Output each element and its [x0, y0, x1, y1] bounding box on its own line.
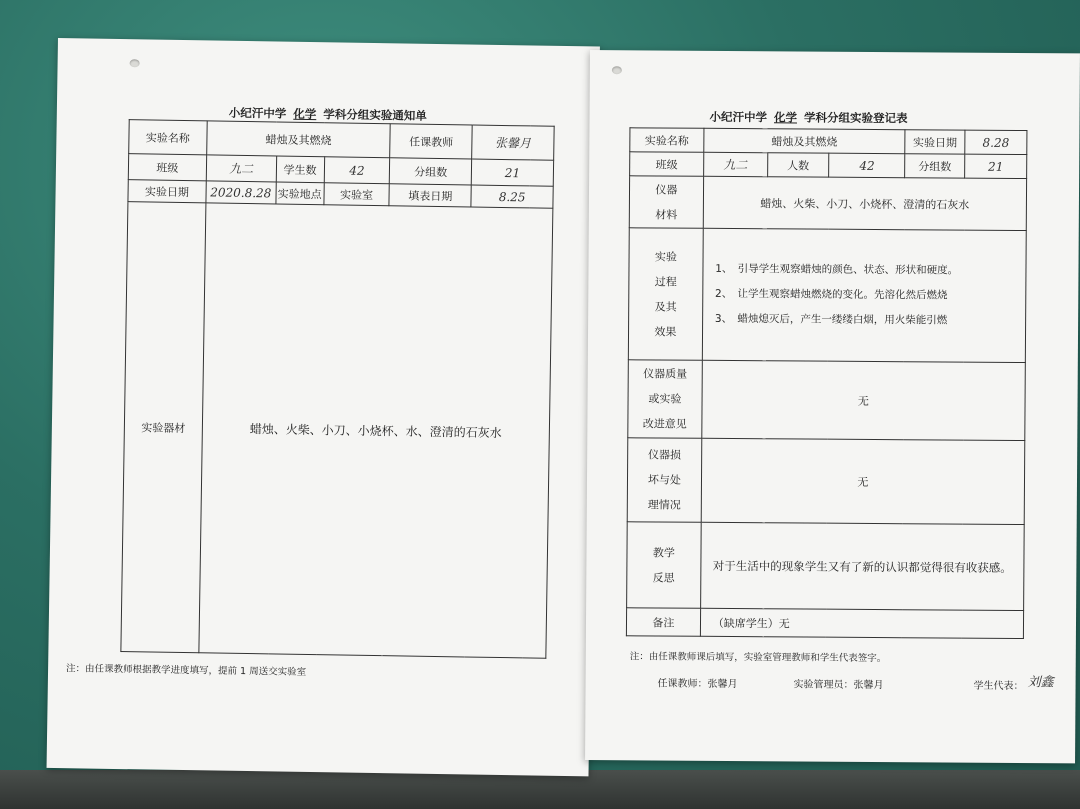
teacher-signature-line: 任课教师：张馨月	[657, 678, 738, 691]
value-remarks: （缺席学生）无	[700, 608, 1023, 638]
lab-manager-line: 实验管理员：张馨月	[793, 679, 884, 692]
label-instruments	[629, 176, 703, 229]
value-damage: 无	[701, 438, 1025, 524]
value-people-count: 42	[829, 153, 905, 178]
value-student-count: 42	[324, 157, 390, 184]
form-name: 学科分组实验通知单	[323, 107, 427, 123]
label-teacher: 任课教师	[390, 124, 472, 159]
label-line: 仪器	[655, 182, 678, 197]
value-group-count: 21	[471, 159, 553, 186]
label-line: 反思	[652, 570, 675, 585]
label-line: 或实验	[648, 392, 682, 406]
label-student-count: 学生数	[276, 156, 324, 183]
label-class: 班级	[630, 152, 704, 177]
label-line: 仪器损	[648, 448, 682, 462]
process-step: 2、 让学生观察蜡烛燃烧的变化。先溶化然后燃烧	[715, 287, 948, 302]
school-name: 小纪汗中学	[228, 105, 287, 121]
table-edge	[0, 770, 1080, 809]
value-experiment-date: 2020.8.28	[206, 181, 276, 204]
subject: 化学	[293, 106, 317, 122]
label-line: 教学	[652, 545, 675, 560]
school-name: 小纪汗中学	[709, 109, 768, 125]
label-class: 班级	[128, 154, 206, 181]
value-process	[702, 228, 1026, 362]
label-experiment-name: 实验名称	[129, 120, 207, 155]
registration-title	[709, 109, 907, 126]
label-process	[628, 228, 703, 361]
process-step: 1、 引导学生观察蜡烛的颜色、状态、形状和硬度。	[715, 262, 959, 277]
notice-sheet	[47, 38, 600, 776]
label-line: 改进意见	[642, 417, 687, 431]
label-quality	[628, 360, 702, 439]
value-class: 九二	[703, 152, 767, 176]
value-reflection: 对于生活中的现象学生又有了新的认识都觉得很有收获感。	[700, 522, 1024, 610]
label-remarks: 备注	[626, 608, 700, 637]
label-line: 材料	[655, 207, 678, 222]
registration-footnote: 注：由任课教师课后填写，实验室管理教师和学生代表签字。	[629, 651, 887, 665]
value-quality: 无	[702, 360, 1026, 440]
label-experiment-date: 实验日期	[128, 180, 206, 203]
label-equipment: 实验器材	[121, 202, 206, 653]
subject: 化学	[774, 110, 798, 125]
label-line: 及其	[654, 299, 677, 314]
label-line: 实验	[654, 249, 677, 264]
label-damage	[627, 438, 701, 523]
student-rep-label: 学生代表：	[973, 680, 1024, 693]
process-step: 3、 蜡烛熄灭后，产生一缕缕白烟，用火柴能引燃	[714, 312, 948, 327]
registration-table	[626, 127, 1028, 639]
punch-hole	[612, 66, 622, 74]
value-experiment-date: 8.28	[965, 130, 1027, 154]
form-name: 学科分组实验登记表	[804, 110, 908, 126]
student-rep-signature: 刘鑫	[1027, 675, 1054, 691]
label-group-count: 分组数	[905, 154, 965, 178]
value-group-count: 21	[965, 154, 1027, 178]
label-line: 效果	[654, 324, 677, 339]
notice-footnote: 注：由任课教师根据教学进度填写，提前 1 周送交实验室	[66, 663, 307, 678]
value-class: 九二	[206, 155, 276, 182]
label-line: 仪器质量	[643, 367, 688, 381]
value-instruments: 蜡烛、火柴、小刀、小烧杯、澄清的石灰水	[703, 176, 1027, 230]
label-experiment-name: 实验名称	[630, 128, 704, 153]
teacher-signature: 张馨月	[472, 125, 554, 160]
value-location: 实验室	[324, 183, 390, 206]
notice-table	[120, 119, 554, 659]
value-experiment-name: 蜡烛及其燃烧	[206, 121, 390, 158]
label-fill-date: 填表日期	[389, 184, 471, 207]
label-line: 理情况	[647, 498, 681, 512]
punch-hole	[130, 59, 140, 67]
label-group-count: 分组数	[390, 158, 472, 185]
label-location: 实验地点	[276, 182, 324, 205]
label-reflection	[627, 522, 701, 609]
registration-sheet	[585, 50, 1080, 763]
label-people-count: 人数	[767, 153, 829, 177]
value-equipment: 蜡烛、火柴、小刀、小烧杯、水、澄清的石灰水	[199, 203, 553, 658]
label-line: 坏与处	[647, 473, 681, 487]
value-experiment-name: 蜡烛及其燃烧	[704, 128, 906, 153]
label-experiment-date: 实验日期	[905, 130, 965, 154]
value-fill-date: 8.25	[471, 185, 553, 208]
label-line: 过程	[654, 274, 677, 289]
